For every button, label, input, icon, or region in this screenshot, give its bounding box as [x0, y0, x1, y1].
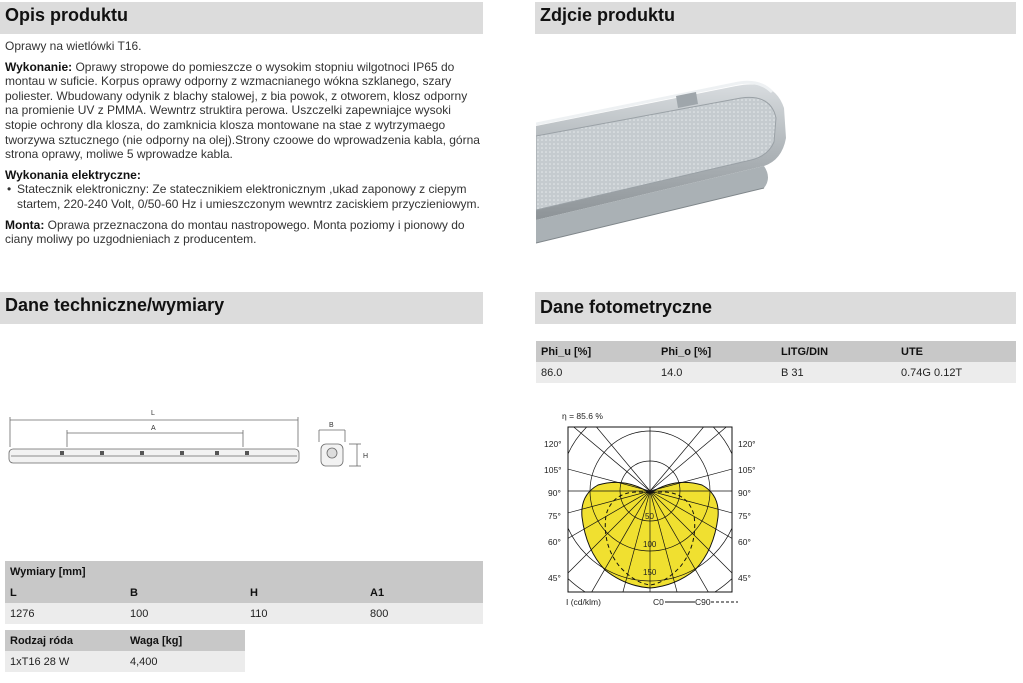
dim-header-B: B — [125, 582, 245, 603]
section-header-description — [0, 2, 483, 34]
angle-left-120: 120° — [544, 439, 562, 449]
photo-header-phi-o: Phi_o [%] — [656, 341, 776, 362]
electrical-label: Wykonania elektryczne: — [5, 167, 141, 182]
angle-left-45: 45° — [548, 573, 561, 583]
photo-header-ute: UTE — [896, 341, 1016, 362]
photo-value-phi-u: 86.0 — [536, 362, 656, 383]
electrical-heading — [5, 168, 483, 183]
dim-value-H: 110 — [245, 603, 365, 624]
angle-right-105: 105° — [738, 465, 756, 475]
weight-header-row — [5, 630, 245, 651]
technical-drawing — [5, 402, 375, 482]
photo-value-phi-o: 14.0 — [656, 362, 776, 383]
execution-label: Wykonanie: — [5, 59, 73, 74]
photo-header-litg: LITG/DIN — [776, 341, 896, 362]
execution-text: Oprawy stropowe do pomieszcze o wysokim stopniu wilgotnoci IP65 do montau w suficie. Korpus oprawy odporny z wzmacnianego wókna szklanego, szary poliester. Wbudowany odynik z blachy stalowej, z bia powok, z otworem, klosz odporny na promienie UV z PMMA. Wewntrz struktira perowa. Uszczelki zapewniajce wysoki stopie ochrony dla klosza, do zamknicia klosza montowane na stae z wytrzymaego tworzywa sztucznego (nie odporny na olej).Strony czoowe do wprowadzenia kabla, górna strona oprawy, moliwe 5 wprowadze kabla. — [5, 59, 480, 162]
weight-value-row — [5, 651, 245, 672]
weight-header-source: Rodzaj róda — [5, 630, 125, 651]
dimensions-title: Wymiary [mm] — [5, 561, 483, 582]
section-title-technical: Dane techniczne/wymiary — [5, 295, 225, 315]
weight-table — [5, 630, 245, 672]
dimensions-header-row — [5, 582, 483, 603]
angle-right-90: 90° — [738, 488, 751, 498]
angle-right-75: 75° — [738, 511, 751, 521]
photometric-value-row — [536, 362, 1016, 383]
drawing-label-A: A — [151, 425, 156, 432]
description-intro: Oprawy na wietlówki T16. — [5, 39, 142, 53]
legend-c0-label: C0 — [653, 597, 664, 607]
product-description — [5, 39, 483, 253]
mounting-text: Oprawa przeznaczona do montau nastropowego. Monta poziomy i pionowy do ciany moliwy po uzgodnieniach z producentem. — [5, 217, 465, 247]
angle-left-60: 60° — [548, 537, 561, 547]
dim-value-B: 100 — [125, 603, 245, 624]
dim-header-L: L — [5, 582, 125, 603]
angle-left-75: 75° — [548, 511, 561, 521]
drawing-label-H: H — [363, 453, 369, 460]
section-title-photo: Zdjcie produktu — [540, 5, 675, 25]
photo-value-ute: 0.74G 0.12T — [896, 362, 1016, 383]
section-header-photo — [535, 2, 1016, 34]
section-title-photometric: Dane fotometryczne — [540, 297, 713, 317]
mounting-label: Monta: — [5, 217, 45, 232]
section-header-technical — [0, 292, 483, 324]
description-execution — [5, 60, 483, 162]
dim-header-A1: A1 — [365, 582, 483, 603]
drawing-label-L: L — [151, 410, 155, 417]
dim-value-A1: 800 — [365, 603, 483, 624]
dimensions-table — [5, 561, 483, 624]
photometric-table — [536, 341, 1016, 383]
polar-unit-label: I (cd/klm) — [566, 597, 601, 607]
weight-value-weight: 4,400 — [125, 651, 245, 672]
polar-efficiency: η = 85.6 % — [562, 411, 603, 421]
photometric-header-row — [536, 341, 1016, 362]
radial-label-100: 100 — [643, 540, 657, 549]
angle-left-90: 90° — [548, 488, 561, 498]
polar-diagram — [530, 405, 770, 615]
angle-right-120: 120° — [738, 439, 756, 449]
electrical-list — [5, 182, 483, 211]
photo-value-litg: B 31 — [776, 362, 896, 383]
section-title-description: Opis produktu — [5, 5, 128, 25]
weight-header-weight: Waga [kg] — [125, 630, 245, 651]
angle-right-45: 45° — [738, 573, 751, 583]
radial-label-50: 50 — [645, 512, 654, 521]
angle-left-105: 105° — [544, 465, 562, 475]
dimensions-value-row — [5, 603, 483, 624]
radial-label-150: 150 — [643, 568, 657, 577]
description-mounting — [5, 218, 483, 247]
angle-right-60: 60° — [738, 537, 751, 547]
product-photo — [536, 38, 796, 248]
section-header-photometric — [535, 292, 1016, 324]
weight-value-source: 1xT16 28 W — [5, 651, 125, 672]
dim-header-H: H — [245, 582, 365, 603]
photo-header-phi-u: Phi_u [%] — [536, 341, 656, 362]
legend-c90-label: C90 — [695, 597, 711, 607]
drawing-label-B: B — [329, 422, 334, 429]
electrical-item: • Statecznik elektroniczny: Ze statecznikiem elektronicznym ,ukad zaponowy z ciepym startem, 220-240 Volt, 0/50-60 Hz i umieszczonym wewntrz zaciskiem przyczieniowym. — [17, 182, 483, 211]
dim-value-L: 1276 — [5, 603, 125, 624]
